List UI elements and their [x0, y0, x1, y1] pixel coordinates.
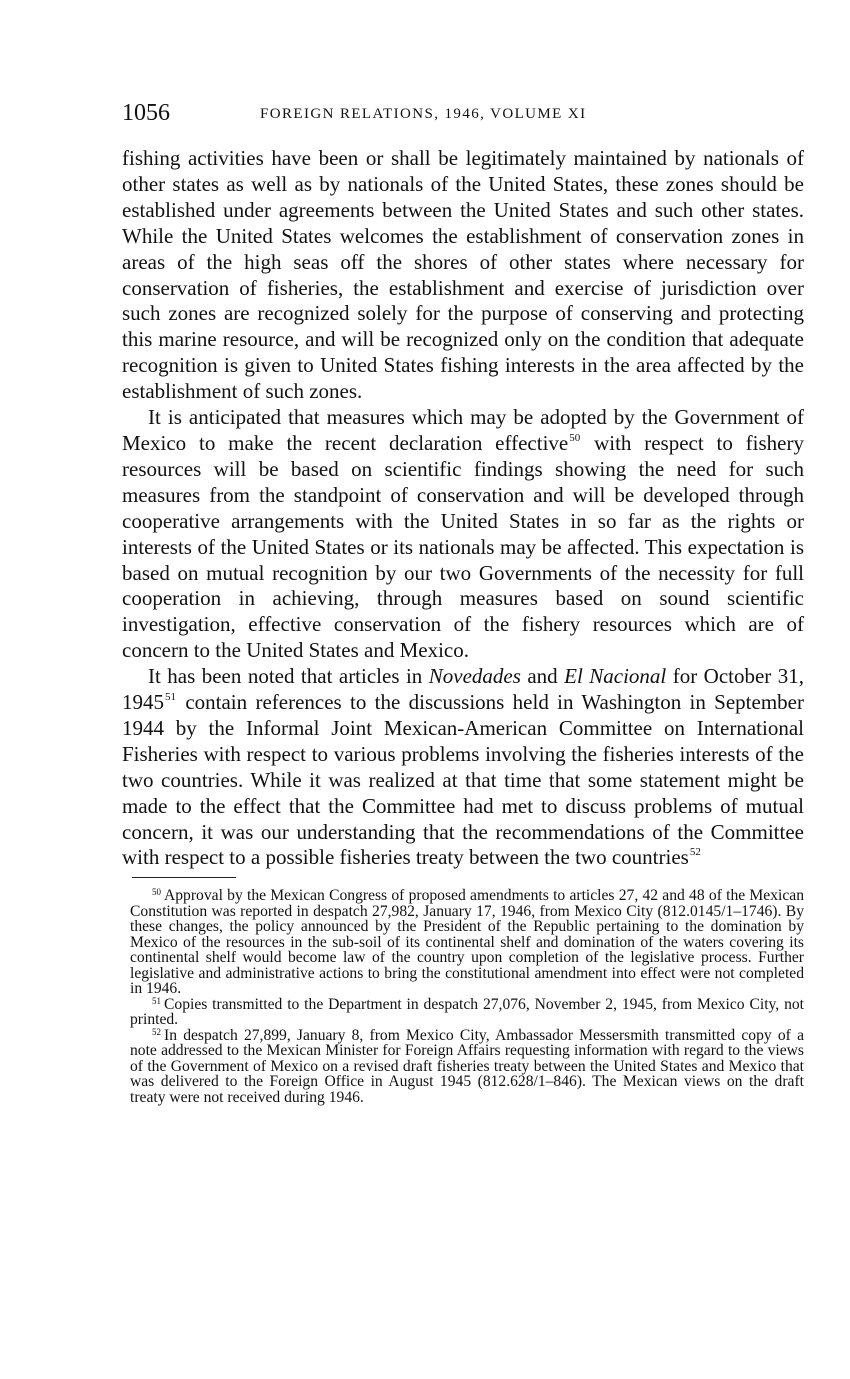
body-text: [122, 146, 804, 871]
paragraph-3-text-c: contain references to the discussions held in Washington in September 1944 by the Informal Joint Mexican-American Committee on International Fisheries with respect to various problems involving the fisheries interests of the two countries. While it was realized at that time that some statement might be made to the effect that the Committee had met to discuss problems of mutual concern, it was our understanding that the recommendations of the Committee with respect to a possible fisheries treaty between the two countries: [122, 690, 804, 870]
footnote-marker: 51: [152, 995, 161, 1006]
paragraph-3: [122, 664, 804, 871]
paragraph-2: [122, 405, 804, 664]
paragraph-3-text-a: It has been noted that articles in: [148, 664, 429, 689]
footnote-marker: 52: [152, 1026, 161, 1037]
footnote-text: Copies transmitted to the Department in despatch 27,076, November 2, 1945, from Mexico City, not printed.: [130, 995, 804, 1029]
paragraph-1-text: fishing activities have been or shall be legitimately maintained by nationals of other states as well as by nationals of the United States, these zones should be established under agreements between the United States and such other states. While the United States welcomes the establishment of conservation zones in areas of the high seas off the shores of other states where necessary for conservation of fisheries, the establishment and exercise of jurisdiction over such zones are recognized solely for the purpose of conserving and protecting this marine resource, and will be recognized only on the condition that adequate recognition is given to United States fishing interests in the area affected by the establishment of such zones.: [122, 146, 804, 404]
footnote-ref-51[interactable]: 51: [165, 691, 176, 704]
footnote-marker: 50: [152, 887, 161, 898]
paragraph-2-text-a: It is anticipated that measures which may be adopted by the Government of Mexico to make the recent declaration effective: [122, 405, 804, 455]
page-header: [122, 96, 804, 132]
document-page: [122, 96, 804, 1105]
paragraph-3-and: and: [520, 664, 565, 689]
newspaper-title-el-nacional: El Nacional: [564, 664, 667, 689]
footnote-divider: [132, 877, 236, 878]
newspaper-title-novedades: Novedades: [428, 664, 521, 689]
footnote-text: Approval by the Mexican Congress of proposed amendments to articles 27, 42 and 48 of the Mexican Constitution was reported in despatch 27,982, January 17, 1946, from Mexico City (812.0145/1–1746). By these changes, the policy announced by the President of the Republic pertaining to the domination by Mexico of the resources in the sub-soil of its continental shelf and domination of the waters covering its continental shelf would become law of the country upon completion of the legislative process. Further legislative and administrative actions to bring the constitutional amendment into effect were not completed in 1946.: [130, 887, 804, 998]
footnote-52: [130, 1028, 804, 1106]
running-head: FOREIGN RELATIONS, 1946, VOLUME XI: [260, 106, 587, 122]
paragraph-1: [122, 146, 804, 405]
footnote-text: In despatch 27,899, January 8, from Mexico City, Ambassador Messersmith transmitted copy of a note addressed to the Mexican Minister for Foreign Affairs requesting information with regard to the views of the Government of Mexico on a revised draft fisheries treaty between the United States and Mexico that was delivered to the Foreign Office in August 1945 (812.628/1–846). The Mexican views on the draft treaty were not received during 1946.: [130, 1026, 804, 1106]
paragraph-2-text-b: with respect to fishery resources will be based on scientific findings showing the need for such measures from the standpoint of conservation and will be developed through cooperative arrangements with the United States in so far as the rights or interests of the United States or its nationals may be affected. This expectation is based on mutual recognition by our two Governments of the necessity for full cooperation in achieving, through measures based on sound scientific investigation, effective conservation of the fishery resources which are of concern to the United States and Mexico.: [122, 430, 804, 663]
footnote-50: [130, 888, 804, 997]
footnote-51: [130, 997, 804, 1028]
footnote-ref-50[interactable]: 50: [569, 431, 581, 444]
footnote-ref-52[interactable]: 52: [689, 846, 701, 859]
page-number: 1056: [122, 100, 170, 126]
paragraph-3-text-b: for October 31, 1945: [122, 664, 804, 715]
footnotes: [122, 888, 804, 1105]
